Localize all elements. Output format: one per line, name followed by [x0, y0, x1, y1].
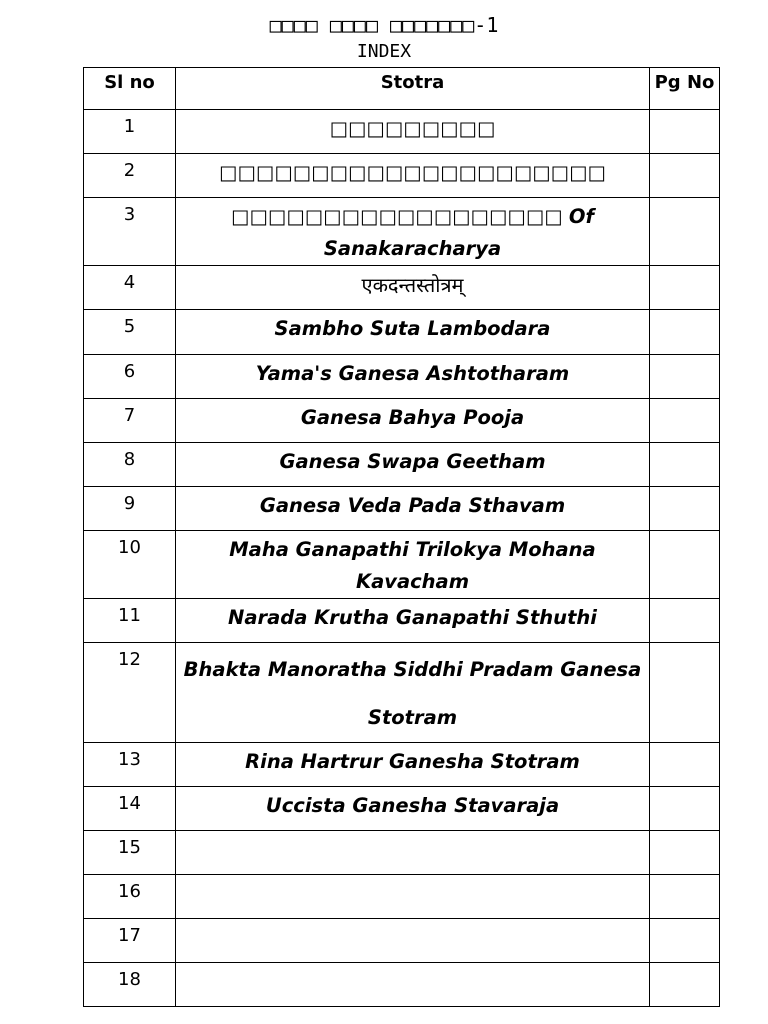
sl-no-cell: 14 [84, 787, 176, 831]
table-row [84, 743, 720, 787]
stotra-cell [176, 831, 650, 875]
stotra-cell: Ganesa Bahya Pooja [176, 399, 650, 443]
sl-no-cell: 18 [84, 963, 176, 1007]
sl-no-cell: 12 [84, 643, 176, 743]
header-stotra: Stotra [176, 68, 650, 110]
sl-no-cell: 1 [84, 110, 176, 154]
stotra-latin-text: Of Sanakaracharya [323, 205, 594, 260]
sl-no-cell: 8 [84, 443, 176, 487]
sl-no-cell: 7 [84, 399, 176, 443]
page-number-cell [650, 198, 720, 266]
stotra-cell: Ganesa Swapa Geetham [176, 443, 650, 487]
stotra-cell [176, 963, 650, 1007]
table-row [84, 875, 720, 919]
sl-no-cell: 10 [84, 531, 176, 599]
table-row [84, 963, 720, 1007]
stotra-cell: एकदन्तस्तोत्रम् [176, 266, 650, 310]
index-heading: INDEX [356, 41, 412, 62]
stotra-cell [176, 198, 650, 266]
header-pg-no: Pg No [650, 68, 720, 110]
table-row [84, 831, 720, 875]
header-sl-no: Sl no [84, 68, 176, 110]
stotra-cell: Maha Ganapathi Trilokya Mohana Kavacham [176, 531, 650, 599]
page-number-cell [650, 355, 720, 399]
table-row [84, 154, 720, 198]
sl-no-cell: 4 [84, 266, 176, 310]
table-row [84, 487, 720, 531]
table-header-row [84, 68, 720, 110]
table-row [84, 787, 720, 831]
table-row [84, 266, 720, 310]
stotra-cell: Ganesa Veda Pada Sthavam [176, 487, 650, 531]
stotra-cell: □□□□□□□□□□□□□□□□□□□□□ [176, 154, 650, 198]
table-row [84, 355, 720, 399]
page-number-cell [650, 399, 720, 443]
page-number-cell [650, 310, 720, 355]
table-row [84, 531, 720, 599]
sl-no-cell: 16 [84, 875, 176, 919]
sl-no-cell: 2 [84, 154, 176, 198]
table-row [84, 110, 720, 154]
page-number-cell [650, 875, 720, 919]
stotra-cell: Sambho Suta Lambodara [176, 310, 650, 355]
table-row [84, 443, 720, 487]
page-number-cell [650, 154, 720, 198]
stotra-cell: Narada Krutha Ganapathi Sthuthi [176, 599, 650, 643]
sl-no-cell: 9 [84, 487, 176, 531]
sl-no-cell: 6 [84, 355, 176, 399]
table-row [84, 310, 720, 355]
sl-no-cell: 11 [84, 599, 176, 643]
sl-no-cell: 3 [84, 198, 176, 266]
page-number-cell [650, 531, 720, 599]
sl-no-cell: 13 [84, 743, 176, 787]
stotra-cell: Uccista Ganesha Stavaraja [176, 787, 650, 831]
stotra-cell: Bhakta Manoratha Siddhi Pradam Ganesa Stotram [176, 643, 650, 743]
table-row [84, 643, 720, 743]
table-row [84, 399, 720, 443]
sl-no-cell: 15 [84, 831, 176, 875]
page-number-cell [650, 743, 720, 787]
stotra-cell: □□□□□□□□□ [176, 110, 650, 154]
page-number-cell [650, 643, 720, 743]
stotra-cell [176, 875, 650, 919]
sl-no-cell: 17 [84, 919, 176, 963]
page-number-cell [650, 787, 720, 831]
stotra-script-text: □□□□□□□□□□□□□□□□□□ [231, 205, 563, 228]
page-number-cell [650, 487, 720, 531]
page-number-cell [650, 831, 720, 875]
table-row [84, 198, 720, 266]
document-title: □□□□ □□□□ □□□□□□□-1 [269, 13, 499, 37]
page-number-cell [650, 919, 720, 963]
page-number-cell [650, 110, 720, 154]
stotra-cell: Yama's Ganesa Ashtotharam [176, 355, 650, 399]
table-row [84, 919, 720, 963]
stotra-cell: Rina Hartrur Ganesha Stotram [176, 743, 650, 787]
stotra-cell [176, 919, 650, 963]
index-table [83, 67, 720, 1007]
page-number-cell [650, 266, 720, 310]
page-number-cell [650, 443, 720, 487]
page-number-cell [650, 599, 720, 643]
sl-no-cell: 5 [84, 310, 176, 355]
table-row [84, 599, 720, 643]
page-number-cell [650, 963, 720, 1007]
